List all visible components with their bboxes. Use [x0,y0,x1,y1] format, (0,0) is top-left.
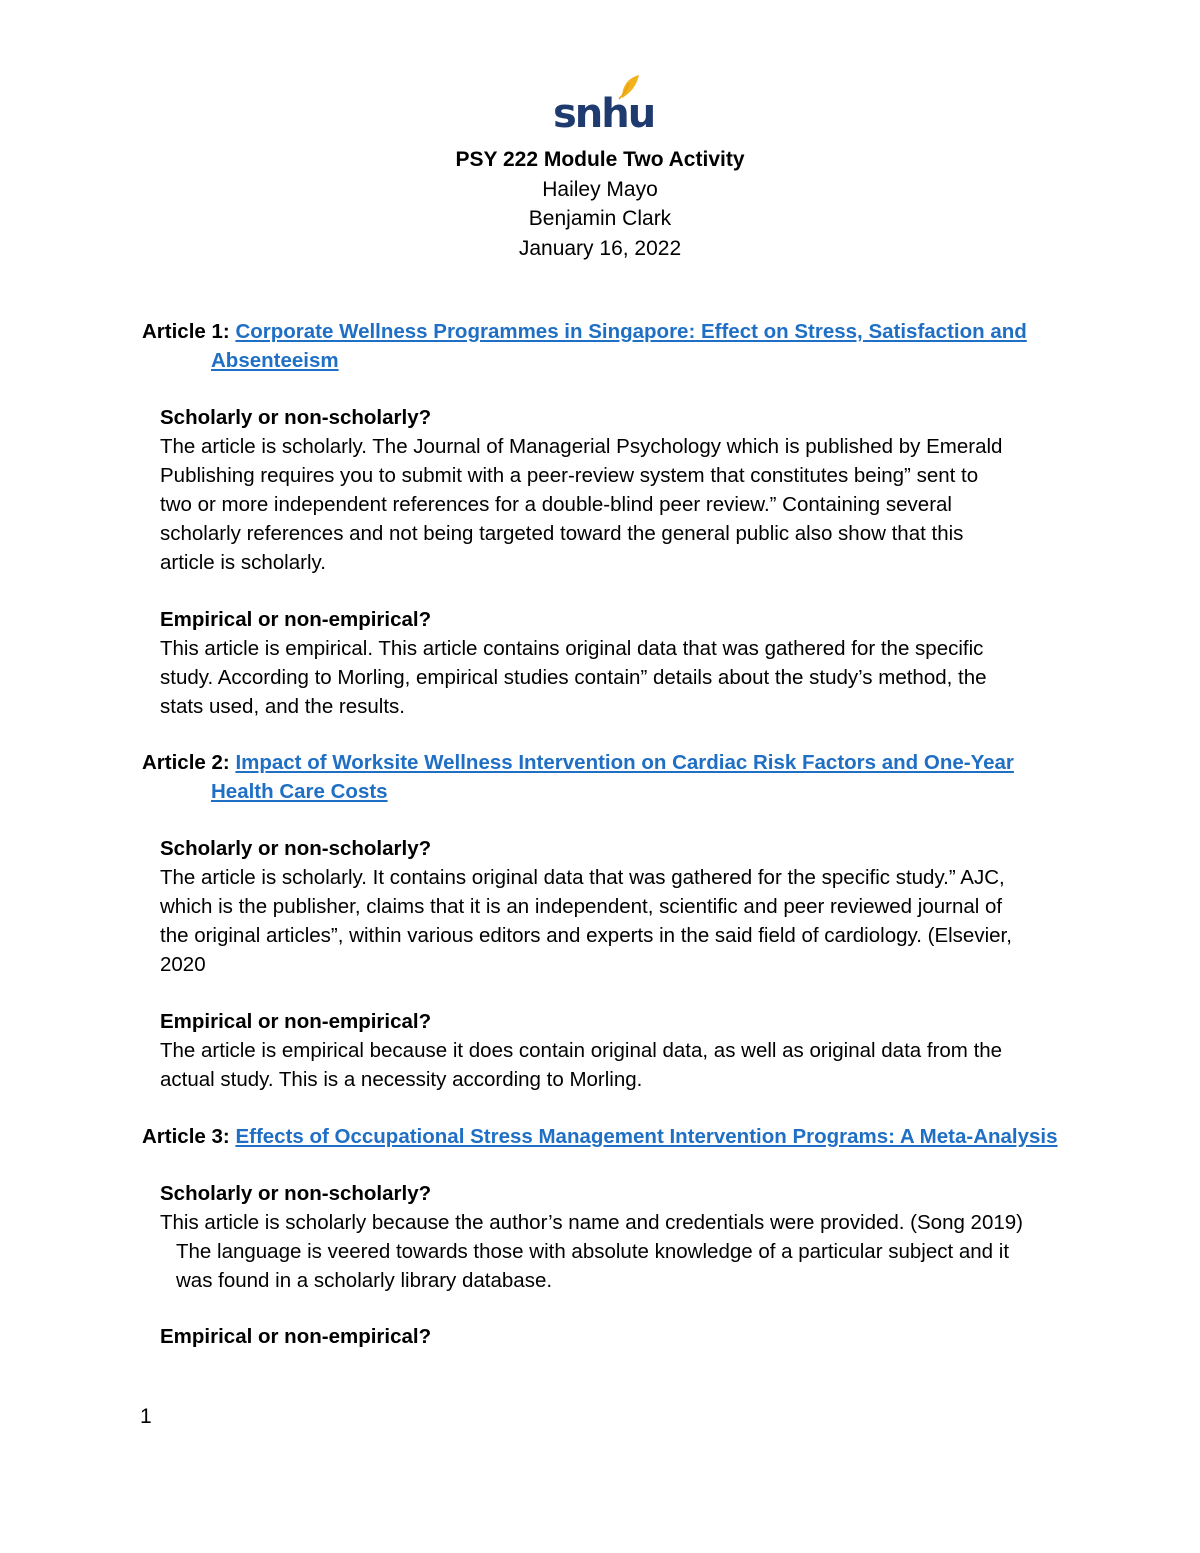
body-line: scholarly references and not being targeted toward the general public also show that this [160,522,964,545]
article-label: Article 1: [142,320,230,343]
article-heading [142,317,1027,346]
body-line: the original articles”, within various editors and experts in the said field of cardiology. (Elsevier, [160,924,1012,947]
document-title: PSY 222 Module Two Activity [455,148,745,171]
body-line: Publishing requires you to submit with a peer-review system that constitutes being” sent to [160,464,979,487]
body-line: was found in a scholarly library database. [176,1269,553,1292]
empirical-question: Empirical or non-empirical? [160,1010,432,1033]
empirical-question: Empirical or non-empirical? [160,608,432,631]
article-heading [142,1122,1058,1151]
article-link[interactable]: Effects of Occupational Stress Management Intervention Programs: A Meta-Analysis [235,1125,1058,1148]
logo-wordmark: snhu [553,91,655,137]
scholarly-question: Scholarly or non-scholarly? [160,406,432,429]
body-line: 2020 [160,953,206,976]
snhu-logo [0,70,1200,140]
article-heading-cont [211,777,388,806]
body-line: The language is veered towards those with absolute knowledge of a particular subject and it [176,1240,1010,1263]
empirical-question: Empirical or non-empirical? [160,1325,432,1348]
article-link[interactable]: Corporate Wellness Programmes in Singapore: Effect on Stress, Satisfaction and [235,320,1027,343]
body-line: two or more independent references for a double-blind peer review.” Containing several [160,493,952,516]
article-heading-cont [211,346,339,375]
body-line: The article is empirical because it does contain original data, as well as original data from the [160,1039,1003,1062]
article-label: Article 2: [142,751,230,774]
body-line: study. According to Morling, empirical studies contain” details about the study’s method, the [160,666,987,689]
body-line: stats used, and the results. [160,695,405,718]
body-line: actual study. This is a necessity according to Morling. [160,1068,643,1091]
page-number: 1 [140,1405,152,1428]
document-date: January 16, 2022 [518,236,682,260]
article-heading [142,748,1014,777]
body-line: The article is scholarly. It contains original data that was gathered for the specific study.” AJC, [160,866,1005,889]
body-line: article is scholarly. [160,551,326,574]
student-name: Hailey Mayo [542,177,658,201]
article-link[interactable]: Absenteeism [211,349,339,372]
document-header [0,145,1200,263]
article-link[interactable]: Health Care Costs [211,780,388,803]
body-line: The article is scholarly. The Journal of Managerial Psychology which is published by Emerald [160,435,1003,458]
body-line: This article is empirical. This article contains original data that was gathered for the specific [160,637,984,660]
article-link[interactable]: Impact of Worksite Wellness Intervention on Cardiac Risk Factors and One-Year [235,751,1014,774]
body-line: This article is scholarly because the author’s name and credentials were provided. (Song 2019) [160,1211,1023,1234]
article-label: Article 3: [142,1125,230,1148]
scholarly-question: Scholarly or non-scholarly? [160,837,432,860]
instructor-name: Benjamin Clark [528,207,672,230]
body-line: which is the publisher, claims that it is an independent, scientific and peer reviewed journal of [160,895,1003,918]
scholarly-question: Scholarly or non-scholarly? [160,1182,432,1205]
